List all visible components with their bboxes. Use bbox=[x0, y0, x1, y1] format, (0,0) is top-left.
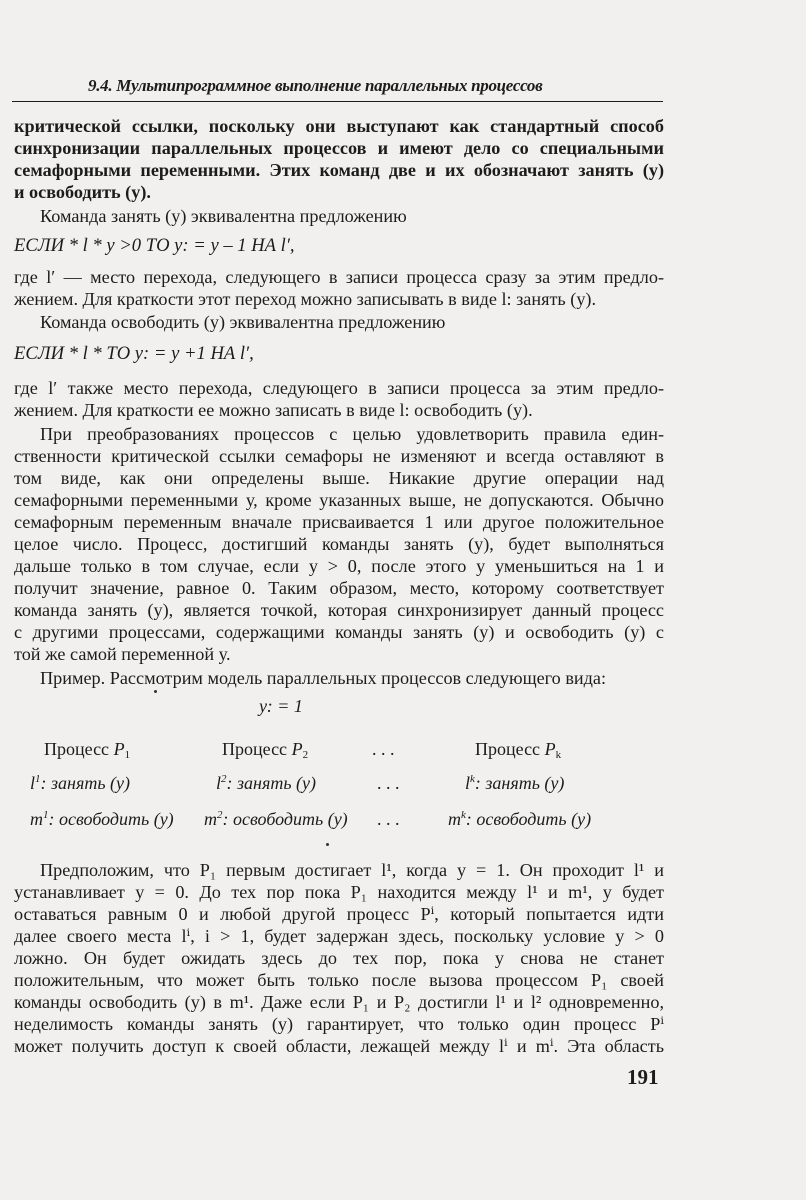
text-line: Команда освободить (у) эквивалентна предложению bbox=[40, 312, 446, 332]
text-line: жением. Для краткости ее можно записать в виде l: освободить (у). bbox=[14, 400, 533, 420]
text-line: где l′ также место перехода, следующего в записи процесса за этим предло- bbox=[14, 378, 664, 398]
text-line: семафорным переменным вначале присваивается 1 или другое положительное bbox=[14, 512, 664, 532]
process-k-lock: $l^k$: занять (у) bbox=[465, 773, 565, 793]
text-line: ЕСЛИ * l * y >0 ТО y: = y – 1 НА l′, bbox=[14, 235, 295, 256]
text-line: семафорными переменными. Этих команд две и их обозначают занять (у) bbox=[14, 160, 664, 180]
text-line: оставаться равным 0 и любой другой процесс Pⁱ, который попытается идти bbox=[14, 904, 664, 924]
lock-dots: . . . bbox=[377, 773, 400, 793]
text-line: Команда занять (у) эквивалентна предложению bbox=[40, 206, 407, 226]
text-line: ложно. Он будет ожидать здесь до тех пор, пока у снова не станет bbox=[14, 948, 664, 968]
text-line: Пример. Рассмотрим модель параллельных процессов следующего вида: bbox=[40, 668, 607, 688]
process-2-release: $m^2$: освободить (у) bbox=[204, 809, 348, 829]
text-line: с другими процессами, содержащими команды занять (у) и освободить (у) с bbox=[14, 622, 664, 642]
text-line: неделимость команды занять (у) гарантирует, что только один процесс Pⁱ bbox=[14, 1014, 664, 1034]
text-line: дальше только в том случае, если у > 0, после этого у уменьшиться на 1 и bbox=[14, 556, 664, 576]
text-line: Предположим, что P₁ первым достигает l¹, когда у = 1. Он проходит l¹ и bbox=[40, 860, 664, 880]
text-line: команда занять (у), является точкой, которая синхронизирует данный процесс bbox=[14, 600, 664, 620]
text-line: синхронизации параллельных процессов и имеют дело со специальными bbox=[14, 138, 664, 158]
process-2-lock: $l^2$: занять (у) bbox=[216, 773, 316, 793]
scan-speck bbox=[326, 843, 329, 846]
text-line: где l′ — место перехода, следующего в записи процесса сразу за этим предло- bbox=[14, 267, 664, 287]
text-line: и освободить (у). bbox=[14, 182, 151, 202]
process-1-lock: $l^1$: занять (у) bbox=[30, 773, 130, 793]
text-line: ЕСЛИ * l * ТО y: = y +1 НА l′, bbox=[14, 343, 254, 364]
text-line: При преобразованиях процессов с целью удовлетворить правила един- bbox=[40, 424, 664, 444]
text-line: жением. Для краткости этот переход можно записывать в виде l: занять (у). bbox=[14, 289, 597, 309]
text-line: ственности критической ссылки семафоры не изменяют и всегда оставляют в bbox=[14, 446, 664, 466]
process-dots: . . . bbox=[372, 739, 395, 759]
header-rule bbox=[12, 101, 663, 102]
init-assignment: у: = 1 bbox=[259, 696, 303, 716]
release-dots: . . . bbox=[377, 809, 400, 829]
text-line: команды освободить (у) в m¹. Даже если P₁ и P₂ достигли l¹ и l² одновременно, bbox=[14, 992, 664, 1012]
text-line: критической ссылки, поскольку они выступают как стандартный способ bbox=[14, 116, 664, 136]
text-line: том виде, как они определены выше. Никакие другие операции над bbox=[14, 468, 664, 488]
process-k-title: Процесс $P_k$ bbox=[475, 739, 562, 761]
text-line: далее своего места lⁱ, i > 1, будет задержан здесь, поскольку условие у > 0 bbox=[14, 926, 664, 946]
text-line: получит значение, равное 0. Таким образом, место, которому соответствует bbox=[14, 578, 664, 598]
process-1-release: $m^1$: освободить (у) bbox=[30, 809, 174, 829]
page-number: 191 bbox=[627, 1065, 659, 1089]
scan-speck bbox=[154, 690, 157, 693]
process-k-release: $m^k$: освободить (у) bbox=[448, 809, 592, 829]
text-line: может получить доступ к своей области, лежащей между lⁱ и mⁱ. Эта область bbox=[14, 1036, 664, 1056]
process-1-title: Процесс $P_1$ bbox=[44, 739, 131, 761]
text-line: целое число. Процесс, достигший команды занять (у), будет выполняться bbox=[14, 534, 664, 554]
process-2-title: Процесс $P_2$ bbox=[222, 739, 309, 761]
text-line: той же самой переменной у. bbox=[14, 644, 231, 664]
running-header: 9.4. Мультипрограммное выполнение параллельных процессов bbox=[88, 76, 543, 95]
text-line: положительным, что может быть только после вызова процессом P₁ своей bbox=[14, 970, 664, 990]
text-line: семафорными переменными у, кроме указанных выше, не допускаются. Обычно bbox=[14, 490, 664, 510]
text-line: устанавливает у = 0. До тех пор пока P₁ находится между l¹ и m¹, у будет bbox=[14, 882, 664, 902]
